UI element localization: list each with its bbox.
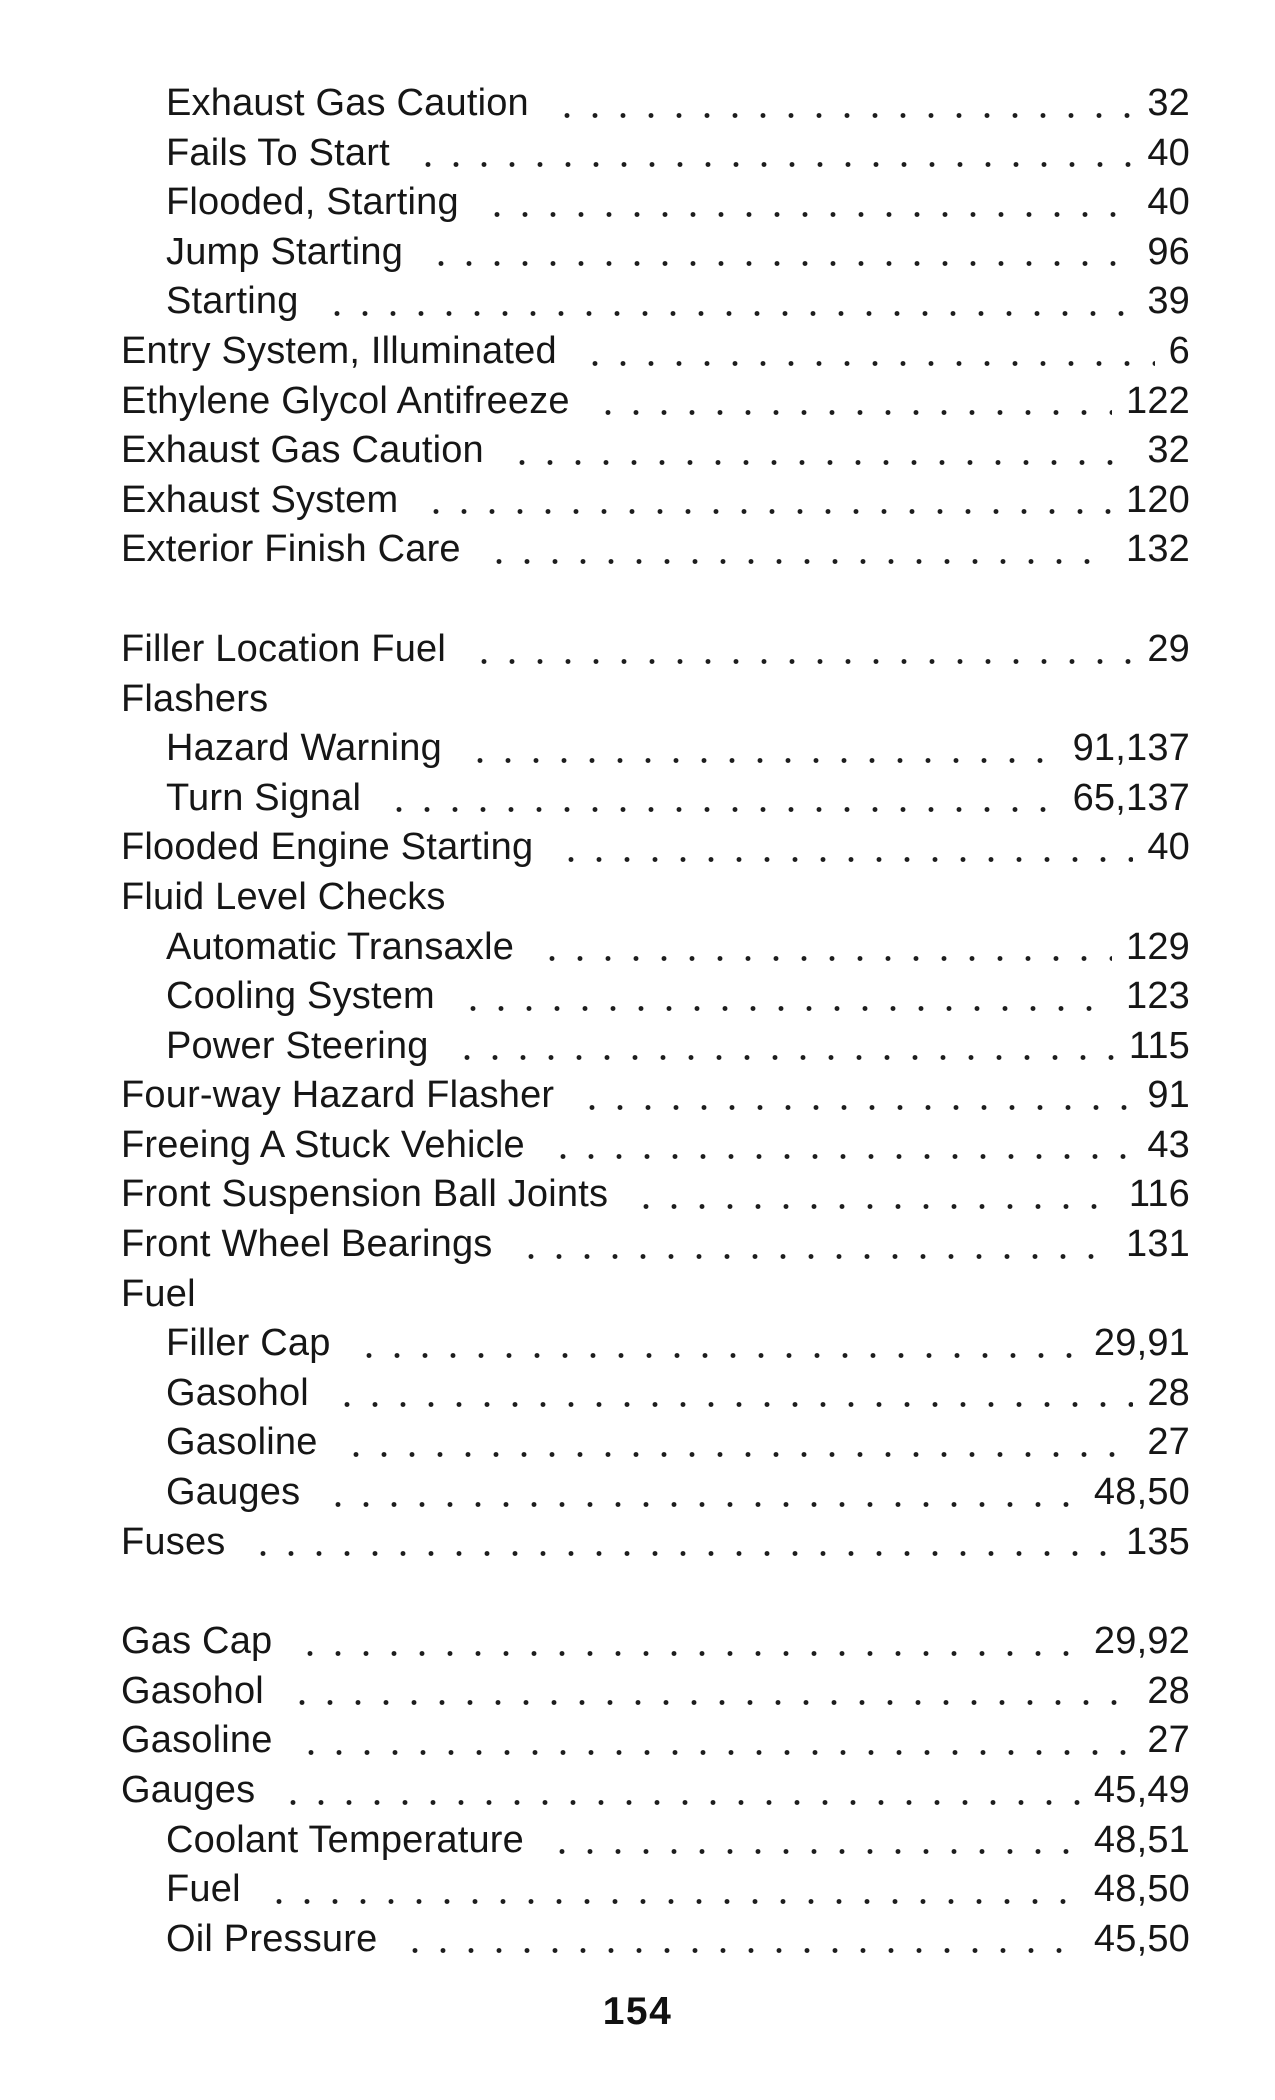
index-entry-label: Cooling System — [166, 975, 435, 1018]
index-entry-row — [121, 1121, 1190, 1171]
index-entry-row — [121, 1865, 1190, 1915]
index-entry-label: Gas Cap — [121, 1620, 273, 1663]
dot-leader — [515, 1254, 1112, 1259]
dot-leader — [247, 1551, 1112, 1556]
index-entry-label: Gauges — [166, 1471, 301, 1514]
index-entry-row — [121, 1170, 1190, 1220]
dot-leader — [592, 410, 1112, 415]
index-entry-pages: 39 — [1147, 280, 1190, 323]
index-entry-row — [121, 724, 1190, 774]
index-entry-label: Flashers — [121, 677, 269, 720]
index-entry-row — [121, 525, 1190, 575]
index-entry-pages: 91,137 — [1072, 727, 1190, 770]
index-entry-row — [121, 1319, 1190, 1369]
index-entry-row — [121, 873, 1190, 923]
index-entry-label: Starting — [166, 280, 299, 323]
index-entry-row — [121, 1220, 1190, 1270]
index-entry-row — [121, 1022, 1190, 1072]
dot-leader — [464, 758, 1059, 763]
index-entry-label: Hazard Warning — [166, 727, 442, 770]
index-entry-label: Fuel — [166, 1868, 241, 1911]
index-entry-label: Gasoline — [166, 1421, 318, 1464]
index-entry-pages: 6 — [1168, 329, 1190, 372]
dot-leader — [383, 807, 1058, 812]
index-entry-row — [121, 228, 1190, 278]
dot-leader — [286, 1700, 1133, 1705]
index-entry-row — [121, 426, 1190, 476]
index-entry-label: Fluid Level Checks — [121, 875, 446, 918]
index-entry-pages: 40 — [1147, 181, 1190, 224]
index-entry-pages: 48,50 — [1093, 1471, 1190, 1514]
dot-leader — [546, 1849, 1080, 1854]
dot-leader — [294, 1651, 1080, 1656]
dot-leader — [295, 1750, 1134, 1755]
dot-leader — [322, 1502, 1080, 1507]
index-entry-pages: 135 — [1125, 1520, 1190, 1563]
index-entry-pages: 45,49 — [1093, 1769, 1190, 1811]
index-entry-row — [121, 129, 1190, 179]
index-entry-row — [121, 1270, 1190, 1320]
index-entry-row — [121, 327, 1190, 377]
dot-leader — [547, 1154, 1133, 1159]
index-entry-pages: 48,51 — [1093, 1818, 1190, 1861]
dot-leader — [420, 509, 1112, 514]
index-entry-pages: 123 — [1125, 975, 1190, 1018]
index-entry-pages: 131 — [1125, 1223, 1190, 1266]
index-entry-row — [121, 277, 1190, 327]
dot-leader — [536, 956, 1112, 961]
index-entry-row — [121, 675, 1190, 725]
index-entry-row — [121, 1617, 1190, 1667]
index-entry-label: Filler Cap — [166, 1322, 331, 1365]
index-entry-pages: 29,91 — [1093, 1322, 1190, 1365]
index-entry-label: Gauges — [121, 1769, 256, 1811]
index-entry-pages: 28 — [1147, 1669, 1190, 1712]
dot-leader — [412, 162, 1133, 167]
index-entry-label: Fails To Start — [166, 131, 390, 174]
index-entry-pages: 43 — [1147, 1123, 1190, 1166]
index-entry-label: Flooded Engine Starting — [121, 826, 534, 869]
index-entry-label: Exhaust System — [121, 478, 399, 521]
index-entry-pages: 40 — [1147, 826, 1190, 869]
dot-leader — [481, 212, 1134, 217]
index-entry-label: Gasohol — [166, 1371, 309, 1414]
index-entry-label: Gasohol — [121, 1669, 264, 1712]
index-entry-row — [121, 1468, 1190, 1518]
dot-leader — [630, 1204, 1115, 1209]
index-entry-label: Entry System, Illuminated — [121, 329, 557, 372]
index-list — [0, 79, 1275, 1964]
index-entry-label: Turn Signal — [166, 776, 362, 819]
index-entry-label: Exhaust Gas Caution — [166, 82, 529, 124]
index-entry-label: Automatic Transaxle — [166, 925, 515, 968]
index-entry-row — [121, 823, 1190, 873]
index-entry-row — [121, 1915, 1190, 1965]
dot-leader — [451, 1055, 1115, 1060]
index-entry-label: Gasoline — [121, 1719, 273, 1762]
index-entry-pages: 132 — [1125, 528, 1190, 571]
index-entry-pages: 122 — [1125, 379, 1190, 422]
dot-leader — [399, 1948, 1079, 1953]
index-entry-row — [121, 1716, 1190, 1766]
index-entry-pages: 32 — [1147, 429, 1190, 472]
index-entry-pages: 48,50 — [1093, 1868, 1190, 1911]
dot-leader — [321, 311, 1134, 316]
index-entry-row — [121, 377, 1190, 427]
index-entry-label: Exhaust Gas Caution — [121, 429, 484, 472]
index-entry-label: Coolant Temperature — [166, 1818, 524, 1861]
index-entry-row — [121, 1369, 1190, 1419]
index-entry-pages: 96 — [1147, 230, 1190, 273]
index-entry-pages: 45,50 — [1093, 1917, 1190, 1960]
index-entry-pages: 65,137 — [1072, 776, 1190, 819]
dot-leader — [331, 1402, 1133, 1407]
index-entry-pages: 29 — [1147, 627, 1190, 670]
index-entry-row — [121, 178, 1190, 228]
index-entry-row — [121, 774, 1190, 824]
index-entry-row — [121, 1518, 1190, 1568]
page-number: 154 — [602, 1990, 673, 2034]
index-entry-row — [121, 1816, 1190, 1866]
index-entry-label: Ethylene Glycol Antifreeze — [121, 379, 570, 422]
index-entry-pages: 91 — [1147, 1074, 1190, 1117]
index-entry-row — [121, 625, 1190, 675]
index-entry-row — [121, 923, 1190, 973]
index-entry-row — [121, 1766, 1190, 1816]
index-entry-pages: 116 — [1128, 1173, 1190, 1216]
index-entry-row — [121, 972, 1190, 1022]
index-entry-label: Filler Location Fuel — [121, 627, 447, 670]
index-entry-row — [121, 476, 1190, 526]
index-entry-pages: 115 — [1128, 1024, 1190, 1067]
dot-leader — [579, 361, 1155, 366]
index-entry-label: Exterior Finish Care — [121, 528, 461, 571]
dot-leader — [457, 1006, 1112, 1011]
index-entry-label: Front Suspension Ball Joints — [121, 1173, 609, 1216]
index-entry-label: Freeing A Stuck Vehicle — [121, 1123, 525, 1166]
dot-leader — [555, 857, 1133, 862]
index-entry-label: Fuses — [121, 1520, 226, 1563]
index-entry-pages: 27 — [1147, 1421, 1190, 1464]
page-footer — [0, 1990, 1275, 2034]
dot-leader — [506, 460, 1133, 465]
index-entry-row — [121, 79, 1190, 129]
dot-leader — [340, 1452, 1134, 1457]
index-entry-label: Flooded, Starting — [166, 181, 459, 224]
index-entry-pages: 120 — [1125, 478, 1190, 521]
index-entry-pages: 28 — [1147, 1371, 1190, 1414]
index-entry-label: Fuel — [121, 1272, 196, 1315]
index-entry-row — [121, 1071, 1190, 1121]
index-entry-pages: 40 — [1147, 131, 1190, 174]
dot-leader — [425, 261, 1133, 266]
dot-leader — [483, 559, 1112, 564]
index-entry-label: Four-way Hazard Flasher — [121, 1074, 555, 1117]
index-entry-pages: 129 — [1125, 925, 1190, 968]
dot-leader — [277, 1800, 1080, 1805]
index-entry-label: Front Wheel Bearings — [121, 1223, 493, 1266]
index-entry-label: Power Steering — [166, 1024, 429, 1067]
dot-leader — [263, 1899, 1080, 1904]
index-entry-pages: 29,92 — [1093, 1620, 1190, 1663]
index-entry-row — [121, 1667, 1190, 1717]
index-entry-pages: 27 — [1147, 1719, 1190, 1762]
index-entry-row — [121, 1418, 1190, 1468]
index-entry-label: Jump Starting — [166, 230, 404, 273]
dot-leader — [576, 1105, 1133, 1110]
dot-leader — [551, 113, 1133, 118]
index-entry-label: Oil Pressure — [166, 1917, 378, 1960]
dot-leader — [468, 659, 1133, 664]
index-entry-pages: 32 — [1147, 82, 1190, 124]
dot-leader — [353, 1353, 1080, 1358]
